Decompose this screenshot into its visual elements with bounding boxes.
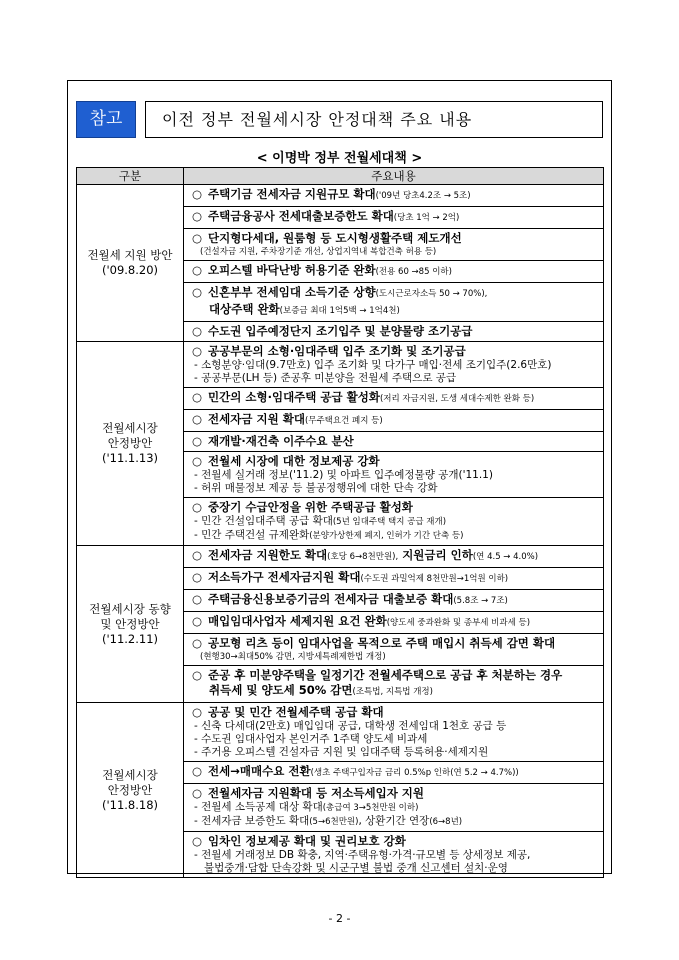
bullet-circle-icon: ○ bbox=[192, 668, 203, 682]
bullet-circle-icon: ○ bbox=[192, 344, 203, 358]
detail-text: (건설자금 지원, 주차장기준 개선, 상업지역내 복합건축 허용 등) bbox=[200, 247, 437, 257]
item-main-cont bbox=[192, 302, 597, 319]
bullet-circle-icon: ○ bbox=[192, 636, 203, 650]
bullet-circle-icon: ○ bbox=[192, 764, 203, 778]
item-main: 오피스텔 바닥난방 허용기준 완화 bbox=[208, 263, 376, 277]
bullet-circle-icon: ○ bbox=[192, 454, 203, 468]
item-note: (도시근로자소득 50 → 70%), bbox=[375, 289, 488, 299]
detail-note: (총급여 3→5천만원 이하) bbox=[322, 803, 419, 813]
header-content: 주요내용 bbox=[184, 168, 604, 185]
detail-text-2: , 상환기간 연장 bbox=[358, 815, 430, 827]
content-cell bbox=[184, 703, 604, 878]
detail-note: (5→6천만원) bbox=[309, 817, 359, 827]
item-main: 공모형 리츠 등이 임대사업을 목적으로 주택 매입시 취득세 감면 확대 bbox=[208, 636, 556, 650]
bullet-circle-icon: ○ bbox=[192, 390, 203, 404]
list-item bbox=[184, 784, 603, 832]
bullet-circle-icon: ○ bbox=[192, 187, 203, 201]
item-detail bbox=[192, 720, 597, 733]
item-detail bbox=[192, 515, 597, 529]
item-note: (저리 자금지원, 도생 세대수제한 완화 등) bbox=[379, 394, 535, 404]
list-item bbox=[184, 498, 603, 545]
table-row bbox=[77, 185, 604, 342]
category-line: 전월세 지원 방안 bbox=[87, 248, 173, 262]
list-item bbox=[184, 229, 603, 261]
detail-text: - 전월세 실거래 정보('11.2) 및 아파트 입주예정물량 공개('11.1) bbox=[194, 469, 493, 481]
item-note-2: (조특법, 지특법 개정) bbox=[352, 687, 433, 697]
bullet-circle-icon: ○ bbox=[192, 570, 203, 584]
item-main: 전세자금 지원 확대 bbox=[208, 412, 305, 426]
item-note: (양도세 중과완화 및 종부세 비과세 등) bbox=[386, 618, 531, 628]
item-detail bbox=[192, 372, 597, 385]
detail-cont: 불법중개·담합 단속강화 및 시군구별 불법 중개 신고센터 설치·운영 bbox=[204, 862, 508, 874]
item-detail bbox=[192, 529, 597, 543]
detail-text: - 전월세 소득공제 대상 확대 bbox=[194, 801, 323, 813]
item-heading bbox=[192, 285, 597, 319]
item-heading bbox=[192, 636, 597, 651]
page-number: - 2 - bbox=[328, 912, 351, 925]
item-note: (무주택요건 폐지 등) bbox=[304, 416, 383, 426]
item-main-2: 취득세 및 양도세 50% 감면 bbox=[209, 683, 353, 697]
bullet-circle-icon: ○ bbox=[192, 285, 203, 299]
item-heading bbox=[192, 570, 597, 587]
item-main: 준공 후 미분양주택을 일정기간 전월세주택으로 공급 후 처분하는 경우 bbox=[208, 668, 563, 682]
list-item bbox=[184, 185, 603, 207]
detail-text: - 신축 다세대(2만호) 매입임대 공급, 대학생 전세임대 1천호 공급 등 bbox=[194, 720, 507, 732]
bullet-circle-icon: ○ bbox=[192, 548, 203, 562]
item-heading bbox=[192, 187, 597, 204]
item-heading bbox=[192, 412, 597, 429]
list-item bbox=[184, 634, 603, 666]
item-note: ('09년 당초4.2조 → 5조) bbox=[375, 191, 471, 201]
policy-table bbox=[76, 167, 604, 878]
item-note: (생초 주택구입자금 금리 0.5%p 인하(연 5.2 → 4.7%)) bbox=[310, 768, 519, 778]
table-row bbox=[77, 342, 604, 546]
category-line: 전월세시장 bbox=[102, 767, 158, 782]
content-cell bbox=[184, 185, 604, 342]
item-detail bbox=[192, 746, 597, 759]
list-item bbox=[184, 432, 603, 452]
item-heading bbox=[192, 500, 597, 515]
bullet-circle-icon: ○ bbox=[192, 209, 203, 223]
category-line: 안정방안 bbox=[107, 782, 153, 797]
list-item bbox=[184, 388, 603, 410]
detail-text: - 민간 건설임대주택 공급 확대 bbox=[194, 515, 333, 527]
item-main: 신혼부부 전세임대 소득기준 상향 bbox=[208, 285, 376, 299]
item-main: 전세→매매수요 전환 bbox=[208, 764, 311, 778]
item-main: 임차인 정보제공 확대 및 권리보호 강화 bbox=[208, 834, 406, 848]
detail-text: - 주거용 오피스텔 건설자금 지원 및 임대주택 등록허용·세제지원 bbox=[194, 746, 489, 758]
detail-text: - 공공부문(LH 등) 준공후 미분양을 전월세 주택으로 공급 bbox=[194, 372, 457, 384]
section-subtitle: < 이명박 정부 전월세대책 > bbox=[256, 151, 423, 166]
page-title: 이전 정부 전월세시장 안정대책 주요 내용 bbox=[145, 101, 603, 138]
item-heading bbox=[192, 834, 597, 849]
item-main: 전세자금 지원한도 확대 bbox=[208, 548, 328, 562]
content-cell bbox=[184, 342, 604, 546]
bullet-circle-icon: ○ bbox=[192, 786, 203, 800]
category-cell bbox=[77, 185, 184, 342]
item-detail bbox=[192, 469, 597, 482]
item-detail bbox=[192, 359, 597, 372]
bullet-circle-icon: ○ bbox=[192, 834, 203, 848]
category-line: ('11.2.11) bbox=[101, 631, 159, 646]
item-main: 전월세 시장에 대한 정보제공 강화 bbox=[208, 454, 380, 468]
item-note: (수도권 과밀억제 8천만원→1억원 이하) bbox=[360, 574, 509, 584]
item-heading bbox=[192, 786, 597, 801]
bullet-circle-icon: ○ bbox=[192, 263, 203, 277]
item-main: 공공 및 민간 전월세주택 공급 확대 bbox=[208, 705, 384, 719]
list-item bbox=[184, 666, 603, 702]
category-line: ('11.8.18) bbox=[101, 797, 159, 812]
item-main: 재개발·재건축 이주수요 분산 bbox=[208, 434, 354, 448]
list-item bbox=[184, 261, 603, 283]
category-cell bbox=[77, 703, 184, 878]
table-row bbox=[77, 703, 604, 878]
category-cell bbox=[77, 342, 184, 546]
title-row bbox=[76, 101, 603, 138]
item-heading bbox=[192, 764, 597, 781]
content-cell bbox=[184, 546, 604, 703]
item-detail bbox=[192, 733, 597, 746]
list-item bbox=[184, 832, 603, 877]
bullet-circle-icon: ○ bbox=[192, 412, 203, 426]
category-line: 전월세시장 동향 bbox=[89, 601, 171, 616]
item-note: (5.8조 → 7조) bbox=[453, 596, 508, 606]
item-heading bbox=[192, 454, 597, 469]
item-main: 중장기 수급안정을 위한 주택공급 활성화 bbox=[208, 500, 413, 514]
bullet-circle-icon: ○ bbox=[192, 324, 203, 338]
item-main: 저소득가구 전세자금지원 확대 bbox=[208, 570, 361, 584]
detail-text: - 민간 주택건설 규제완화 bbox=[194, 529, 310, 541]
detail-note: (분양가상한제 폐지, 인허가 기간 단축 등) bbox=[309, 531, 464, 541]
item-heading bbox=[192, 668, 597, 700]
item-main: 매입임대사업자 세제지원 요건 완화 bbox=[208, 614, 387, 628]
category-line: ('09.8.20) bbox=[101, 263, 159, 277]
bullet-circle-icon: ○ bbox=[192, 614, 203, 628]
detail-text: (현행30→최대50% 감면, 지방세특례제한법 개정) bbox=[200, 652, 386, 662]
bullet-circle-icon: ○ bbox=[192, 500, 203, 514]
list-item bbox=[184, 322, 603, 341]
item-main: 민간의 소형·임대주택 공급 활성화 bbox=[208, 390, 380, 404]
category-line: ('11.1.13) bbox=[101, 451, 159, 465]
detail-text: - 수도권 임대사업자 본인거주 1주택 양도세 비과세 bbox=[194, 733, 428, 745]
detail-note-2: (6→8년) bbox=[429, 817, 463, 827]
item-note-2: (보증금 최대 1억5백 → 1억4천) bbox=[279, 306, 400, 316]
item-main: 전월세자금 지원확대 등 저소득세입자 지원 bbox=[208, 786, 425, 800]
list-item bbox=[184, 762, 603, 784]
list-item bbox=[184, 410, 603, 432]
list-item bbox=[184, 207, 603, 229]
item-main: 주택금융공사 전세대출보증한도 확대 bbox=[208, 209, 394, 223]
item-heading bbox=[192, 263, 597, 280]
list-item bbox=[184, 612, 603, 634]
item-heading bbox=[192, 548, 597, 565]
item-detail bbox=[192, 815, 597, 829]
bullet-circle-icon: ○ bbox=[192, 705, 203, 719]
item-note: (전용 60 →85 이하) bbox=[375, 267, 452, 277]
list-item bbox=[184, 283, 603, 322]
item-heading bbox=[192, 592, 597, 609]
item-heading bbox=[192, 390, 597, 407]
item-detail bbox=[192, 246, 597, 258]
item-heading bbox=[192, 231, 597, 246]
detail-text: - 전세자금 보증한도 확대 bbox=[194, 815, 310, 827]
item-detail bbox=[192, 801, 597, 815]
item-main: 수도권 입주예정단지 조기입주 및 분양물량 조기공급 bbox=[208, 324, 473, 338]
detail-note: (5년 임대주택 택지 공급 재개) bbox=[332, 517, 447, 527]
list-item bbox=[184, 590, 603, 612]
item-main: 주택기금 전세자금 지원규모 확대 bbox=[208, 187, 376, 201]
reference-badge: 참고 bbox=[76, 101, 136, 138]
list-item bbox=[184, 703, 603, 762]
detail-text: - 소형분양·임대(9.7만호) 입주 조기화 및 다가구 매입·전세 조기입주(2.6만호) bbox=[194, 359, 552, 371]
item-main: 공공부문의 소형·임대주택 입주 조기화 및 조기공급 bbox=[208, 344, 466, 358]
item-main-extra: 지원금리 인하 bbox=[398, 548, 473, 562]
item-main-cont bbox=[192, 683, 597, 700]
list-item bbox=[184, 546, 603, 568]
item-main: 단지형다세대, 원룸형 등 도시형생활주택 제도개선 bbox=[208, 231, 462, 245]
category-line: 안정방안 bbox=[107, 436, 153, 450]
item-detail bbox=[192, 482, 597, 495]
item-heading bbox=[192, 705, 597, 720]
bullet-circle-icon: ○ bbox=[192, 434, 203, 448]
item-detail bbox=[192, 651, 597, 663]
list-item bbox=[184, 342, 603, 388]
detail-text: - 허위 매물정보 제공 등 불공정행위에 대한 단속 강화 bbox=[194, 482, 438, 494]
item-heading bbox=[192, 434, 597, 449]
category-line: 전월세시장 bbox=[102, 421, 158, 435]
bullet-circle-icon: ○ bbox=[192, 592, 203, 606]
list-item bbox=[184, 568, 603, 590]
item-note: (당초 1억 → 2억) bbox=[393, 213, 460, 223]
item-main: 주택금융신용보증기금의 전세자금 대출보증 확대 bbox=[208, 592, 454, 606]
item-main-2: 대상주택 완화 bbox=[209, 302, 280, 316]
item-heading bbox=[192, 344, 597, 359]
category-cell bbox=[77, 546, 184, 703]
item-note: (호당 6→8천만원), bbox=[327, 552, 399, 562]
item-heading bbox=[192, 614, 597, 631]
header-category: 구분 bbox=[77, 168, 184, 185]
table-row bbox=[77, 546, 604, 703]
category-line: 및 안정방안 bbox=[100, 616, 160, 631]
bullet-circle-icon: ○ bbox=[192, 231, 203, 245]
list-item bbox=[184, 452, 603, 498]
item-detail bbox=[192, 849, 597, 875]
item-heading bbox=[192, 324, 597, 339]
item-note-extra: (연 4.5 → 4.0%) bbox=[472, 552, 539, 562]
detail-text: - 전월세 거래정보 DB 확충, 지역·주택유형·가격·규모별 등 상세정보 제공, bbox=[194, 849, 531, 861]
item-heading bbox=[192, 209, 597, 226]
